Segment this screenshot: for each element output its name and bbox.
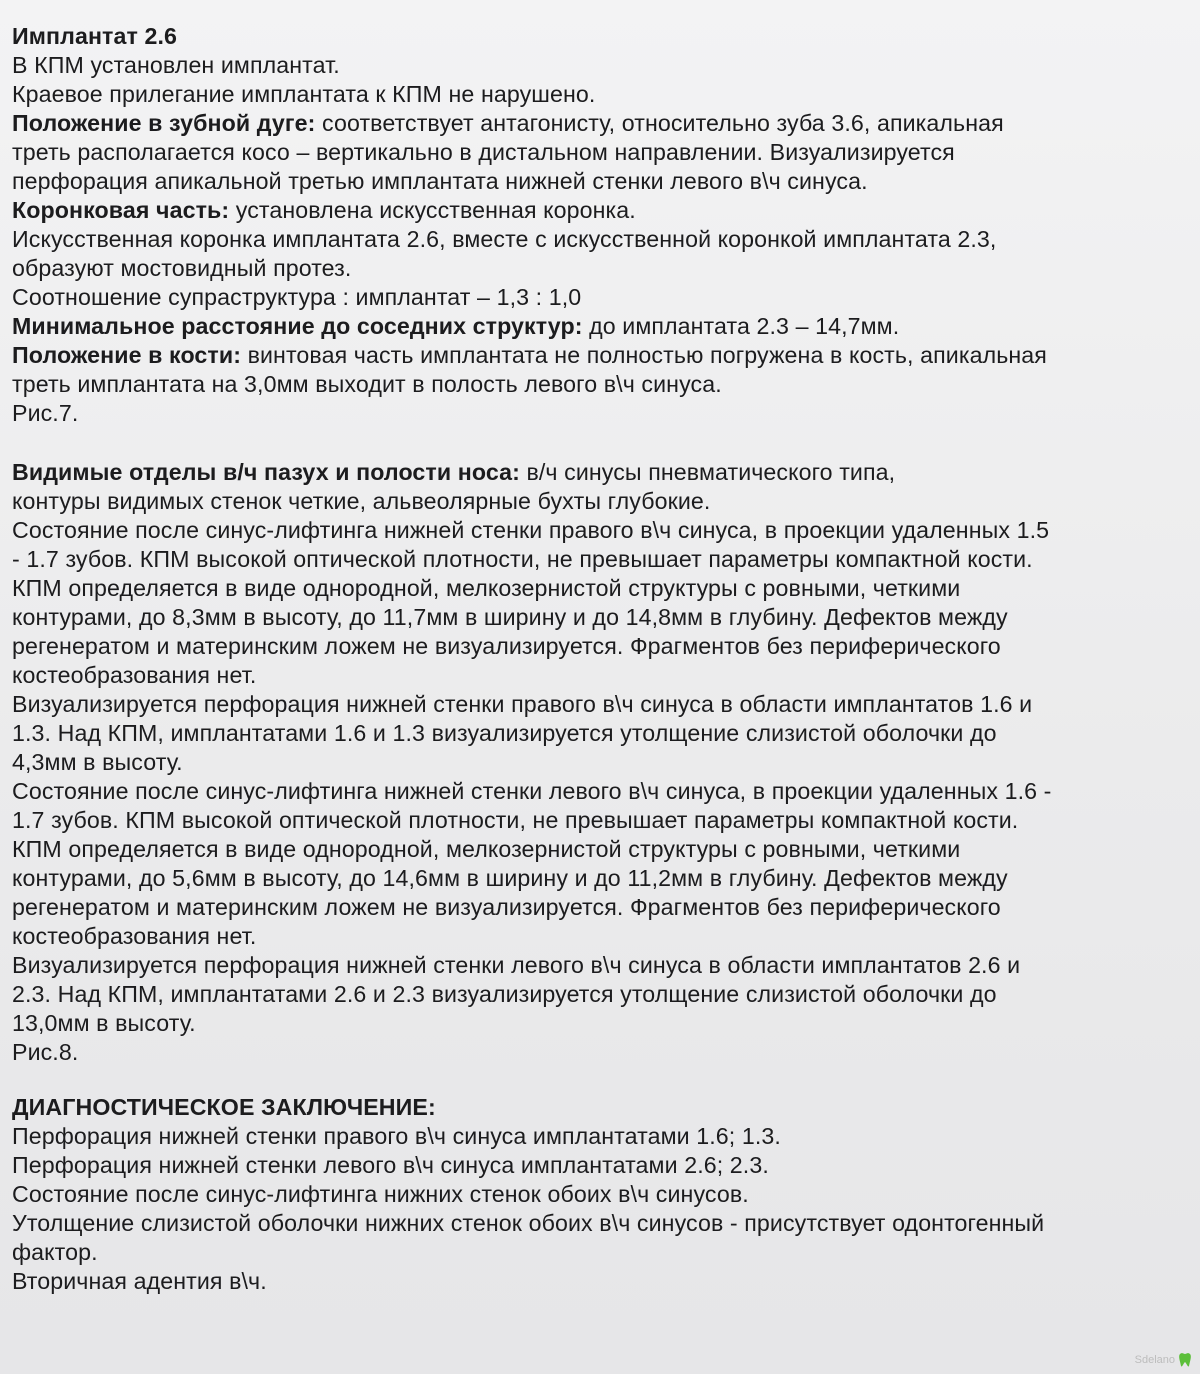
text-line: Визуализируется перфорация нижней стенки левого в\ч синуса в области имплантатов 2.6 и [12,952,1021,978]
tooth-icon [1178,1352,1192,1368]
conclusion-item: Перфорация нижней стенки левого в\ч синуса имплантатами 2.6; 2.3. [12,1152,769,1178]
text-line: контурами, до 5,6мм в высоту, до 14,6мм в ширину и до 11,2мм в глубину. Дефектов между [12,865,1008,891]
spacer [12,428,1182,458]
sinus-label: Видимые отделы в/ч пазух и полости носа: [12,459,520,485]
text-line: треть имплантата на 3,0мм выходит в полость левого в\ч синуса. [12,371,722,397]
text-line: - 1.7 зубов. КПМ высокой оптической плотности, не превышает параметры компактной кости. [12,546,1033,572]
text-line: образуют мостовидный протез. [12,255,352,281]
text-line: Состояние после синус-лифтинга нижней стенки левого в\ч синуса, в проекции удаленных 1.6 - [12,778,1052,804]
text-line: 1.3. Над КПМ, имплантатами 1.6 и 1.3 визуализируется утолщение слизистой оболочки до [12,720,997,746]
text-line: КПМ определяется в виде однородной, мелкозернистой структуры с ровными, четкими [12,575,961,601]
figure-ref: Рис.7. [12,400,79,426]
position-text: соответствует антагонисту, относительно зуба 3.6, апикальная [315,110,1004,136]
crown-text: установлена искусственная коронка. [229,197,636,223]
distance-text: до имплантата 2.3 – 14,7мм. [582,313,900,339]
text-line: Визуализируется перфорация нижней стенки правого в\ч синуса в области имплантатов 1.6 и [12,691,1033,717]
text-line: костеобразования нет. [12,662,257,688]
conclusion-heading: ДИАГНОСТИЧЕСКОЕ ЗАКЛЮЧЕНИЕ: [12,1094,436,1120]
watermark-logo [1135,1352,1192,1368]
text-line: 2.3. Над КПМ, имплантатами 2.6 и 2.3 визуализируется утолщение слизистой оболочки до [12,981,997,1007]
text-line: 4,3мм в высоту. [12,749,183,775]
text-line: В КПМ установлен имплантат. [12,52,340,78]
ratio-line: Соотношение супраструктура : имплантат – 1,3 : 1,0 [12,284,582,310]
text-line: регенератом и материнским ложем не визуализируется. Фрагментов без периферического [12,633,1001,659]
conclusion-item: Вторичная адентия в\ч. [12,1268,267,1294]
report-text [12,22,1182,1296]
bone-line [12,341,1182,370]
distance-label: Минимальное расстояние до соседних структур: [12,313,583,339]
figure-ref: Рис.8. [12,1039,79,1065]
text-line: 13,0мм в высоту. [12,1010,196,1036]
position-label: Положение в зубной дуге: [12,110,316,136]
conclusion-item: Утолщение слизистой оболочки нижних стенок обоих в\ч синусов - присутствует одонтогенный [12,1210,1045,1236]
conclusion-item: Состояние после синус-лифтинга нижних стенок обоих в\ч синусов. [12,1181,749,1207]
implant-heading: Имплантат 2.6 [12,23,178,49]
spacer [12,1067,1182,1093]
text-line: Краевое прилегание имплантата к КПМ не нарушено. [12,81,596,107]
crown-line [12,196,1182,225]
text-line: перфорация апикальной третью имплантата нижней стенки левого в\ч синуса. [12,168,868,194]
text-line: контурами, до 8,3мм в высоту, до 11,7мм в ширину и до 14,8мм в глубину. Дефектов между [12,604,1008,630]
distance-line [12,312,1182,341]
crown-label: Коронковая часть: [12,197,230,223]
text-line: треть располагается косо – вертикально в дистальном направлении. Визуализируется [12,139,955,165]
text-line: костеобразования нет. [12,923,257,949]
conclusion-item: фактор. [12,1239,98,1265]
position-line [12,109,1182,138]
sinus-line [12,458,1182,487]
conclusion-item: Перфорация нижней стенки правого в\ч синуса имплантатами 1.6; 1.3. [12,1123,781,1149]
text-line: КПМ определяется в виде однородной, мелкозернистой структуры с ровными, четкими [12,836,961,862]
text-line: контуры видимых стенок четкие, альвеолярные бухты глубокие. [12,488,711,514]
bone-label: Положение в кости: [12,342,242,368]
text-line: Искусственная коронка имплантата 2.6, вместе с искусственной коронкой имплантата 2.3, [12,226,997,252]
sinus-text: в/ч синусы пневматического типа, [519,459,896,485]
bone-text: винтовая часть имплантата не полностью погружена в кость, апикальная [241,342,1047,368]
text-line: Состояние после синус-лифтинга нижней стенки правого в\ч синуса, в проекции удаленных 1.5 [12,517,1050,543]
watermark-text: Sdelano [1134,1354,1175,1366]
conclusion-list [12,1122,1182,1296]
text-line: 1.7 зубов. КПМ высокой оптической плотности, не превышает параметры компактной кости. [12,807,1019,833]
text-line: регенератом и материнским ложем не визуализируется. Фрагментов без периферического [12,894,1001,920]
sinus-paragraph [12,487,1182,1067]
